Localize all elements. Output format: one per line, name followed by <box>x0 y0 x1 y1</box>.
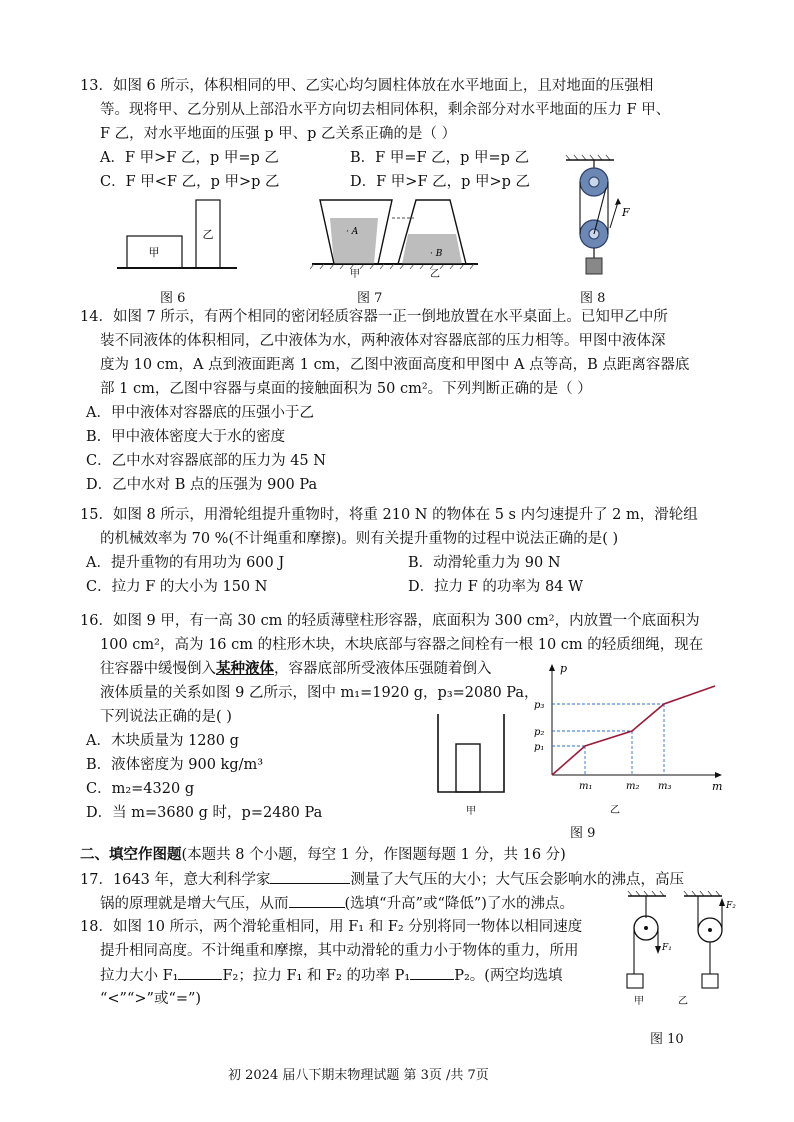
q17-line-2 <box>100 893 574 914</box>
q18-line-4: “<”“>”或“=”) <box>100 991 202 1007</box>
figure-9-container <box>430 710 510 820</box>
q17-line-1-pre: 17．1643 年，意大利科学家 <box>80 872 271 888</box>
q14-line-2: 装不同液体的体积相同，乙中液体为水，两种液体对容器底部的压力相等。甲图中液体深 <box>100 333 666 349</box>
q17-line-2-post: (选填“升高”或“降低”)了水的沸点。 <box>344 896 574 912</box>
fig6-label-yi: 乙 <box>202 228 214 241</box>
q16-emphasis: 某种液体 <box>216 660 274 677</box>
q16-option-a: A．木块质量为 1280 g <box>86 733 239 749</box>
page-footer: 初 2024 届八下期末物理试题 第 3页 /共 7页 <box>228 1068 489 1083</box>
q17-line-1-post: 测量了大气压的大小；大气压会影响水的沸点，高压 <box>350 872 684 888</box>
q14-line-1: 14．如图 7 所示，有两个相同的密闭轻质容器一正一倒地放置在水平桌面上。已知甲乙中所 <box>80 309 668 325</box>
fig10-label-f1: F₁ <box>662 943 672 953</box>
q16-line-3-pre: 往容器中缓慢倒入 <box>100 661 216 677</box>
fig10-label-jia: 甲 <box>634 996 644 1006</box>
q16-line-2: 100 cm²，高为 16 cm 的柱形木块，木块底部与容器之间栓有一根 10 cm 的轻质细绳，现在 <box>100 637 704 653</box>
q13-option-a: A．F 甲>F 乙，p 甲=p 乙 <box>100 150 279 166</box>
fig9-tick-m1: m₁ <box>579 781 593 792</box>
section2-title: 二、填空作图题 <box>80 846 182 863</box>
fig9-sub-jia: 甲 <box>466 806 476 817</box>
q15-option-c: C．拉力 F 的大小为 150 N <box>86 579 268 595</box>
q17-line-2-pre: 锅的原理就是增大气压，从而 <box>100 896 289 912</box>
fig10-load-jia <box>627 974 643 988</box>
fig9-caption: 图 9 <box>570 826 596 841</box>
fig10-load-yi <box>702 974 718 988</box>
q18-blank-1[interactable] <box>178 965 222 980</box>
q13-line-3: F 乙，对水平地面的压强 p 甲、p 乙关系正确的是（ ） <box>100 126 457 142</box>
q16-option-b: B．液体密度为 900 kg/m³ <box>86 757 264 773</box>
fig8-force-arrow <box>610 202 618 228</box>
q18-line-1: 18．如图 10 所示，两个滑轮重相同，用 F₁ 和 F₂ 分别将同一物体以相同速度 <box>80 919 583 935</box>
fig9-tick-m2: m₂ <box>626 781 640 792</box>
figure-6 <box>112 196 242 276</box>
section2-heading <box>80 845 566 865</box>
q16-line-1: 16．如图 9 甲，有一高 30 cm 的轻质薄壁柱形容器，底面积为 300 cm²，内放置一个底面积为 <box>80 613 700 629</box>
fig10-arrow-f2 <box>719 898 725 906</box>
fig8-weight <box>586 258 602 274</box>
q13-option-b: B．F 甲=F 乙，p 甲=p 乙 <box>350 150 530 166</box>
q13-line-1: 13．如图 6 所示，体积相同的甲、乙实心均匀圆柱体放在水平地面上，且对地面的压强相 <box>80 78 654 94</box>
q14-option-c: C．乙中水对容器底部的压力为 45 N <box>86 453 326 469</box>
fig7-point-a: · A <box>346 227 359 237</box>
q18-line-2: 提升相同高度。不计绳重和摩擦，其中动滑轮的重力小于物体的重力，所用 <box>100 943 579 959</box>
q15-option-b: B．动滑轮重力为 90 N <box>408 555 561 571</box>
q17-blank-2[interactable] <box>289 893 345 908</box>
fig9-sub-yi: 乙 <box>610 805 620 816</box>
figure-9-chart <box>530 658 730 818</box>
q14-option-b: B．甲中液体密度大于水的密度 <box>86 429 286 445</box>
q16-line-3 <box>100 659 492 679</box>
q18-line-3-c: P₂。(两空均选填 <box>454 968 563 984</box>
q16-line-5: 下列说法正确的是( ) <box>100 709 232 725</box>
q17-line-1 <box>80 869 684 890</box>
q17-blank-1[interactable] <box>270 869 350 884</box>
fig10-caption: 图 10 <box>650 1032 684 1047</box>
q16-line-4: 液体质量的关系如图 9 乙所示，图中 m₁=1920 g，p₃=2080 Pa， <box>100 685 539 701</box>
fig7-label-jia: 甲 <box>350 269 360 278</box>
q15-line-1: 15．如图 8 所示，用滑轮组提升重物时，将重 210 N 的物体在 5 s 内匀速提升了 2 m，滑轮组 <box>80 507 698 523</box>
fig9-wood-block <box>456 744 480 792</box>
q18-line-3-a: 拉力大小 F₁ <box>100 968 179 984</box>
fig6-label-jia: 甲 <box>148 246 160 259</box>
q18-line-3 <box>100 965 562 986</box>
fig10-label-f2: F₂ <box>726 901 736 911</box>
q16-option-c: C．m₂=4320 g <box>86 781 195 797</box>
fig9-tick-p1: p₁ <box>534 742 545 753</box>
fig9-tick-p2: p₂ <box>534 727 545 738</box>
q13-option-d: D．F 甲>F 乙，p 甲>p 乙 <box>350 174 531 190</box>
fig7-label-yi: 乙 <box>430 269 440 278</box>
fig9-series-line <box>552 686 715 775</box>
q14-option-a: A．甲中液体对容器底的压强小于乙 <box>86 405 314 421</box>
fig9-tick-p3: p₃ <box>534 700 545 711</box>
section2-note: (本题共 8 个小题，每空 1 分，作图题每题 1 分，共 16 分) <box>181 847 566 863</box>
fig9-x-label: m <box>712 780 723 793</box>
fig8-force-label: F <box>622 206 630 219</box>
fig6-caption: 图 6 <box>160 291 186 306</box>
q13-line-2: 等。现将甲、乙分别从上部沿水平方向切去相同体积，剩余部分对水平地面的压力 F 甲、 <box>100 102 671 118</box>
q15-line-2: 的机械效率为 70 %(不计绳重和摩擦)。则有关提升重物的过程中说法正确的是( ) <box>100 531 619 547</box>
q16-option-d: D．当 m=3680 g 时，p=2480 Pa <box>86 805 323 821</box>
fig10-label-yi: 乙 <box>678 996 688 1006</box>
fig8-caption: 图 8 <box>580 291 606 306</box>
q14-line-4: 部 1 cm，乙图中容器与桌面的接触面积为 50 cm²。下列判断正确的是（ ） <box>100 381 592 397</box>
q18-blank-2[interactable] <box>410 965 454 980</box>
q14-line-3: 度为 10 cm，A 点到液面距离 1 cm，乙图中液面高度和甲图中 A 点等高，B 点距离容器底 <box>100 357 690 373</box>
q14-option-d: D．乙中水对 B 点的压强为 900 Pa <box>86 477 318 493</box>
q15-option-d: D．拉力 F 的功率为 84 W <box>408 579 583 595</box>
fig7-caption: 图 7 <box>357 291 383 306</box>
q15-option-a: A．提升重物的有用功为 600 J <box>86 555 285 571</box>
fig9-container <box>438 714 504 792</box>
q16-line-3-post: ，容器底部所受液体压强随着倒入 <box>274 661 492 677</box>
fig9-y-label: p <box>560 662 568 675</box>
q13-option-c: C．F 甲<F 乙，p 甲>p 乙 <box>100 174 280 190</box>
figure-8 <box>560 152 640 280</box>
figure-10 <box>618 888 748 1006</box>
figure-7 <box>310 196 480 278</box>
fig10-arrow-f1 <box>655 946 661 954</box>
fig7-point-b: · B <box>430 249 443 259</box>
fig7-liquid-jia <box>330 218 378 264</box>
q18-line-3-b: F₂；拉力 F₁ 和 F₂ 的功率 P₁ <box>222 968 411 984</box>
fig9-tick-m3: m₃ <box>658 781 672 792</box>
